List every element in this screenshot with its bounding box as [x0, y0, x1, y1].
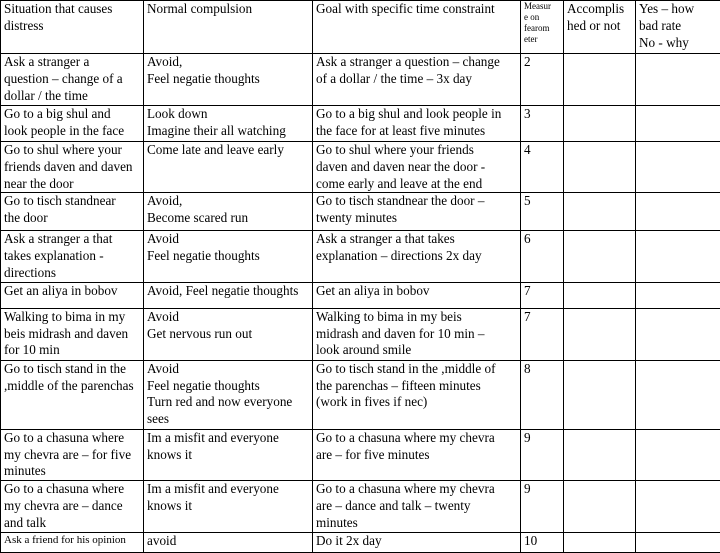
cell-situation: Go to a chasuna where my chevra are – dance and talk	[1, 481, 144, 533]
cell-accomplished	[564, 533, 636, 553]
header-measure: Measur e on fearom eter	[521, 1, 564, 54]
cell-situation: Walking to bima in my beis midrash and daven for 10 min	[1, 308, 144, 360]
cell-compulsion: Im a misfit and everyone knows it	[144, 481, 313, 533]
cell-accomplished	[564, 193, 636, 231]
table-row	[1, 429, 720, 480]
cell-why	[636, 429, 720, 480]
cell-measure: 3	[521, 106, 564, 142]
cell-accomplished	[564, 231, 636, 282]
cell-compulsion: avoid	[144, 533, 313, 553]
header-compulsion: Normal compulsion	[144, 1, 313, 54]
cell-why	[636, 54, 720, 106]
header-goal: Goal with specific time constraint	[313, 1, 521, 54]
cell-situation: Ask a stranger a question – change of a dollar / the time	[1, 54, 144, 106]
cell-measure: 4	[521, 142, 564, 193]
cell-compulsion: Come late and leave early	[144, 142, 313, 193]
cell-goal: Go to a chasuna where my chevra are – for five minutes	[313, 429, 521, 480]
cell-situation: Go to a big shul and look people in the face	[1, 106, 144, 142]
cell-compulsion: Avoid, Feel negatie thoughts	[144, 282, 313, 308]
cell-goal: Go to tisch stand in the ,middle of the parenchas – fifteen minutes (work in fives if nec)	[313, 360, 521, 429]
cell-why	[636, 231, 720, 282]
table-row	[1, 282, 720, 308]
cell-goal: Go to a chasuna where my chevra are – dance and talk – twenty minutes	[313, 481, 521, 533]
cell-goal: Go to shul where your friends daven and daven near the door - come early and leave at the end	[313, 142, 521, 193]
header-row	[1, 1, 720, 54]
cell-accomplished	[564, 429, 636, 480]
cell-why	[636, 282, 720, 308]
header-situation: Situation that causes distress	[1, 1, 144, 54]
cell-compulsion: Avoid Feel negatie thoughts	[144, 231, 313, 282]
cell-accomplished	[564, 360, 636, 429]
table-row	[1, 308, 720, 360]
cell-measure: 7	[521, 282, 564, 308]
cell-compulsion: Im a misfit and everyone knows it	[144, 429, 313, 480]
cell-accomplished	[564, 481, 636, 533]
table-row	[1, 142, 720, 193]
cell-accomplished	[564, 282, 636, 308]
cell-goal: Ask a stranger a that takes explanation – directions 2x day	[313, 231, 521, 282]
table-row	[1, 481, 720, 533]
cell-why	[636, 142, 720, 193]
cell-measure: 6	[521, 231, 564, 282]
cell-situation: Go to tisch standnear the door	[1, 193, 144, 231]
table-row	[1, 533, 720, 553]
cell-situation: Ask a friend for his opinion	[1, 533, 144, 553]
cell-situation: Go to shul where your friends daven and daven near the door	[1, 142, 144, 193]
cell-measure: 9	[521, 481, 564, 533]
cell-goal: Get an aliya in bobov	[313, 282, 521, 308]
cell-measure: 8	[521, 360, 564, 429]
cell-compulsion: Avoid, Feel negatie thoughts	[144, 54, 313, 106]
cell-why	[636, 106, 720, 142]
cell-situation: Get an aliya in bobov	[1, 282, 144, 308]
cell-goal: Walking to bima in my beis midrash and daven for 10 min – look around smile	[313, 308, 521, 360]
header-accomplished: Accomplis hed or not	[564, 1, 636, 54]
cell-accomplished	[564, 54, 636, 106]
cell-compulsion: Avoid Feel negatie thoughts Turn red and now everyone sees	[144, 360, 313, 429]
cell-accomplished	[564, 106, 636, 142]
cell-goal: Ask a stranger a question – change of a dollar / the time – 3x day	[313, 54, 521, 106]
cell-why	[636, 533, 720, 553]
cell-why	[636, 308, 720, 360]
cell-situation: Go to a chasuna where my chevra are – for five minutes	[1, 429, 144, 480]
cell-why	[636, 481, 720, 533]
cell-goal: Go to a big shul and look people in the face for at least five minutes	[313, 106, 521, 142]
cell-measure: 10	[521, 533, 564, 553]
cell-why	[636, 193, 720, 231]
cell-situation: Ask a stranger a that takes explanation - directions	[1, 231, 144, 282]
table-row	[1, 106, 720, 142]
cell-measure: 5	[521, 193, 564, 231]
cell-measure: 9	[521, 429, 564, 480]
table-row	[1, 360, 720, 429]
cell-goal: Do it 2x day	[313, 533, 521, 553]
header-why: Yes – how bad rate No - why	[636, 1, 720, 54]
table-row	[1, 231, 720, 282]
cell-measure: 2	[521, 54, 564, 106]
cell-why	[636, 360, 720, 429]
cell-accomplished	[564, 308, 636, 360]
cell-compulsion: Avoid Get nervous run out	[144, 308, 313, 360]
cell-accomplished	[564, 142, 636, 193]
cell-compulsion: Look down Imagine their all watching	[144, 106, 313, 142]
table-row	[1, 54, 720, 106]
cell-situation: Go to tisch stand in the ,middle of the parenchas	[1, 360, 144, 429]
cell-compulsion: Avoid, Become scared run	[144, 193, 313, 231]
table-row	[1, 193, 720, 231]
cell-measure: 7	[521, 308, 564, 360]
cell-goal: Go to tisch standnear the door – twenty minutes	[313, 193, 521, 231]
